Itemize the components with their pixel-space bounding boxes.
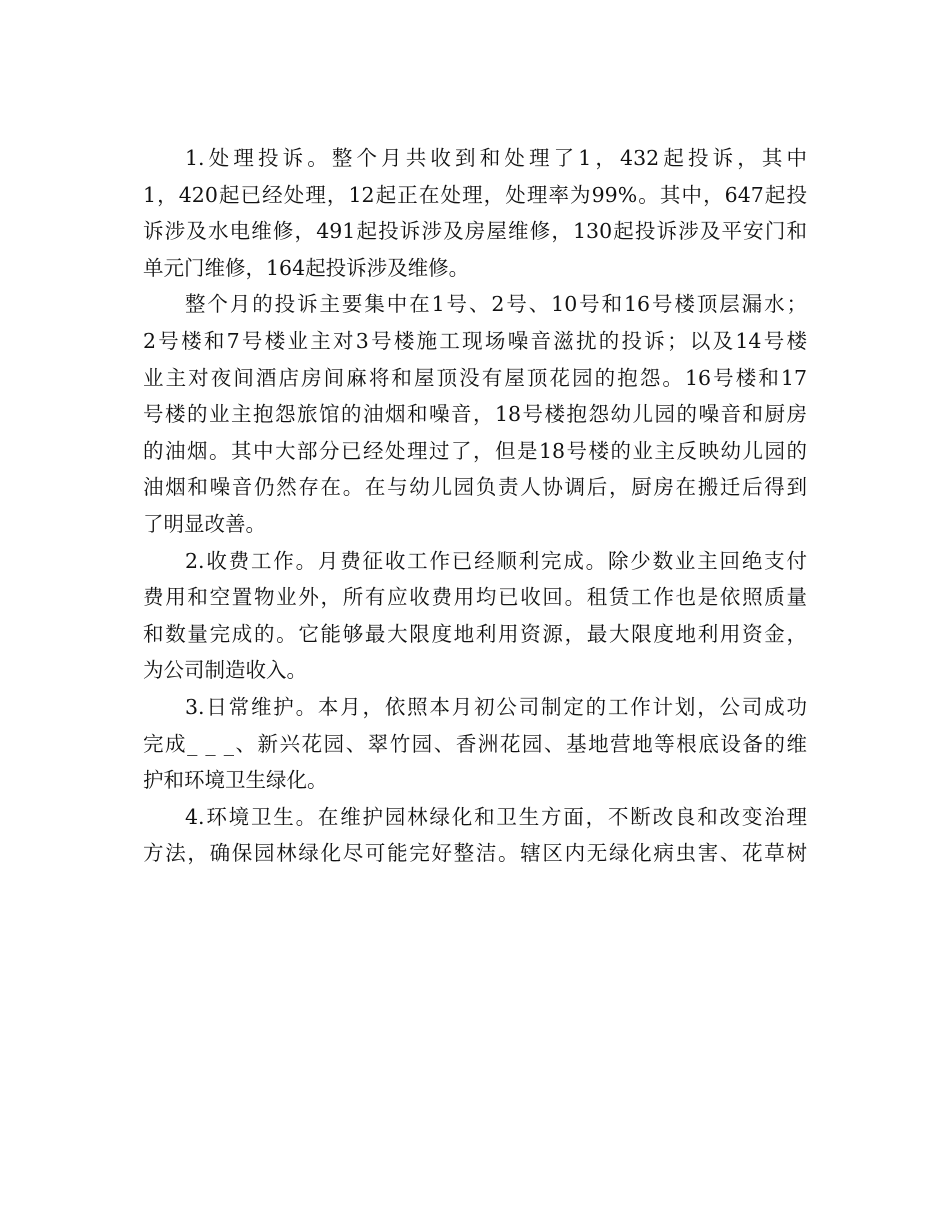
text-line: 和数量完成的。它能够最大限度地利用资源，最大限度地利用资金， — [143, 621, 807, 646]
text-line: 2.收费工作。月费征收工作已经顺利完成。除少数业主回绝支付 — [185, 548, 807, 573]
paragraph-complaints — [143, 140, 807, 286]
text-line: 2号楼和7号楼业主对3号楼施工现场噪音滋扰的投诉；以及14号楼 — [143, 328, 807, 353]
text-line: 3.日常维护。本月，依照本月初公司制定的工作计划，公司成功 — [185, 694, 807, 719]
document-body — [143, 140, 807, 872]
text-line: 4.环境卫生。在维护园林绿化和卫生方面，不断改良和改变治理 — [185, 804, 807, 829]
paragraph-environment — [143, 799, 807, 872]
text-line: 了明显改善。 — [143, 511, 266, 536]
text-line: 护和环境卫生绿化。 — [143, 768, 328, 793]
paragraph-fees — [143, 543, 807, 689]
text-line: 整个月的投诉主要集中在1号、2号、10号和16号楼顶层漏水； — [185, 292, 807, 317]
text-line: 的油烟。其中大部分已经处理过了，但是18号楼的业主反映幼儿园的 — [143, 438, 807, 463]
text-line: 完成_ _ _、新兴花园、翠竹园、香洲花园、基地营地等根底设备的维 — [143, 731, 807, 756]
text-line: 业主对夜间酒店房间麻将和屋顶没有屋顶花园的抱怨。16号楼和17 — [143, 365, 807, 390]
text-line: 费用和空置物业外，所有应收费用均已收回。租赁工作也是依照质量 — [143, 585, 807, 610]
text-line: 1，420起已经处理，12起正在处理，处理率为99%。其中，647起投 — [143, 182, 807, 207]
paragraph-complaint-details — [143, 286, 807, 542]
text-line: 号楼的业主抱怨旅馆的油烟和噪音，18号楼抱怨幼儿园的噪音和厨房 — [143, 402, 807, 427]
text-line: 为公司制造收入。 — [143, 658, 307, 683]
text-line: 单元门维修，164起投诉涉及维修。 — [143, 255, 470, 280]
paragraph-maintenance — [143, 689, 807, 799]
text-line: 诉涉及水电维修，491起投诉涉及房屋维修，130起投诉涉及平安门和 — [143, 219, 807, 244]
text-line: 油烟和噪音仍然存在。在与幼儿园负责人协调后，厨房在搬迁后得到 — [143, 475, 807, 500]
text-line: 方法，确保园林绿化尽可能完好整洁。辖区内无绿化病虫害、花草树 — [143, 841, 807, 866]
text-line: 1.处理投诉。整个月共收到和处理了1，432起投诉，其中 — [185, 146, 807, 170]
